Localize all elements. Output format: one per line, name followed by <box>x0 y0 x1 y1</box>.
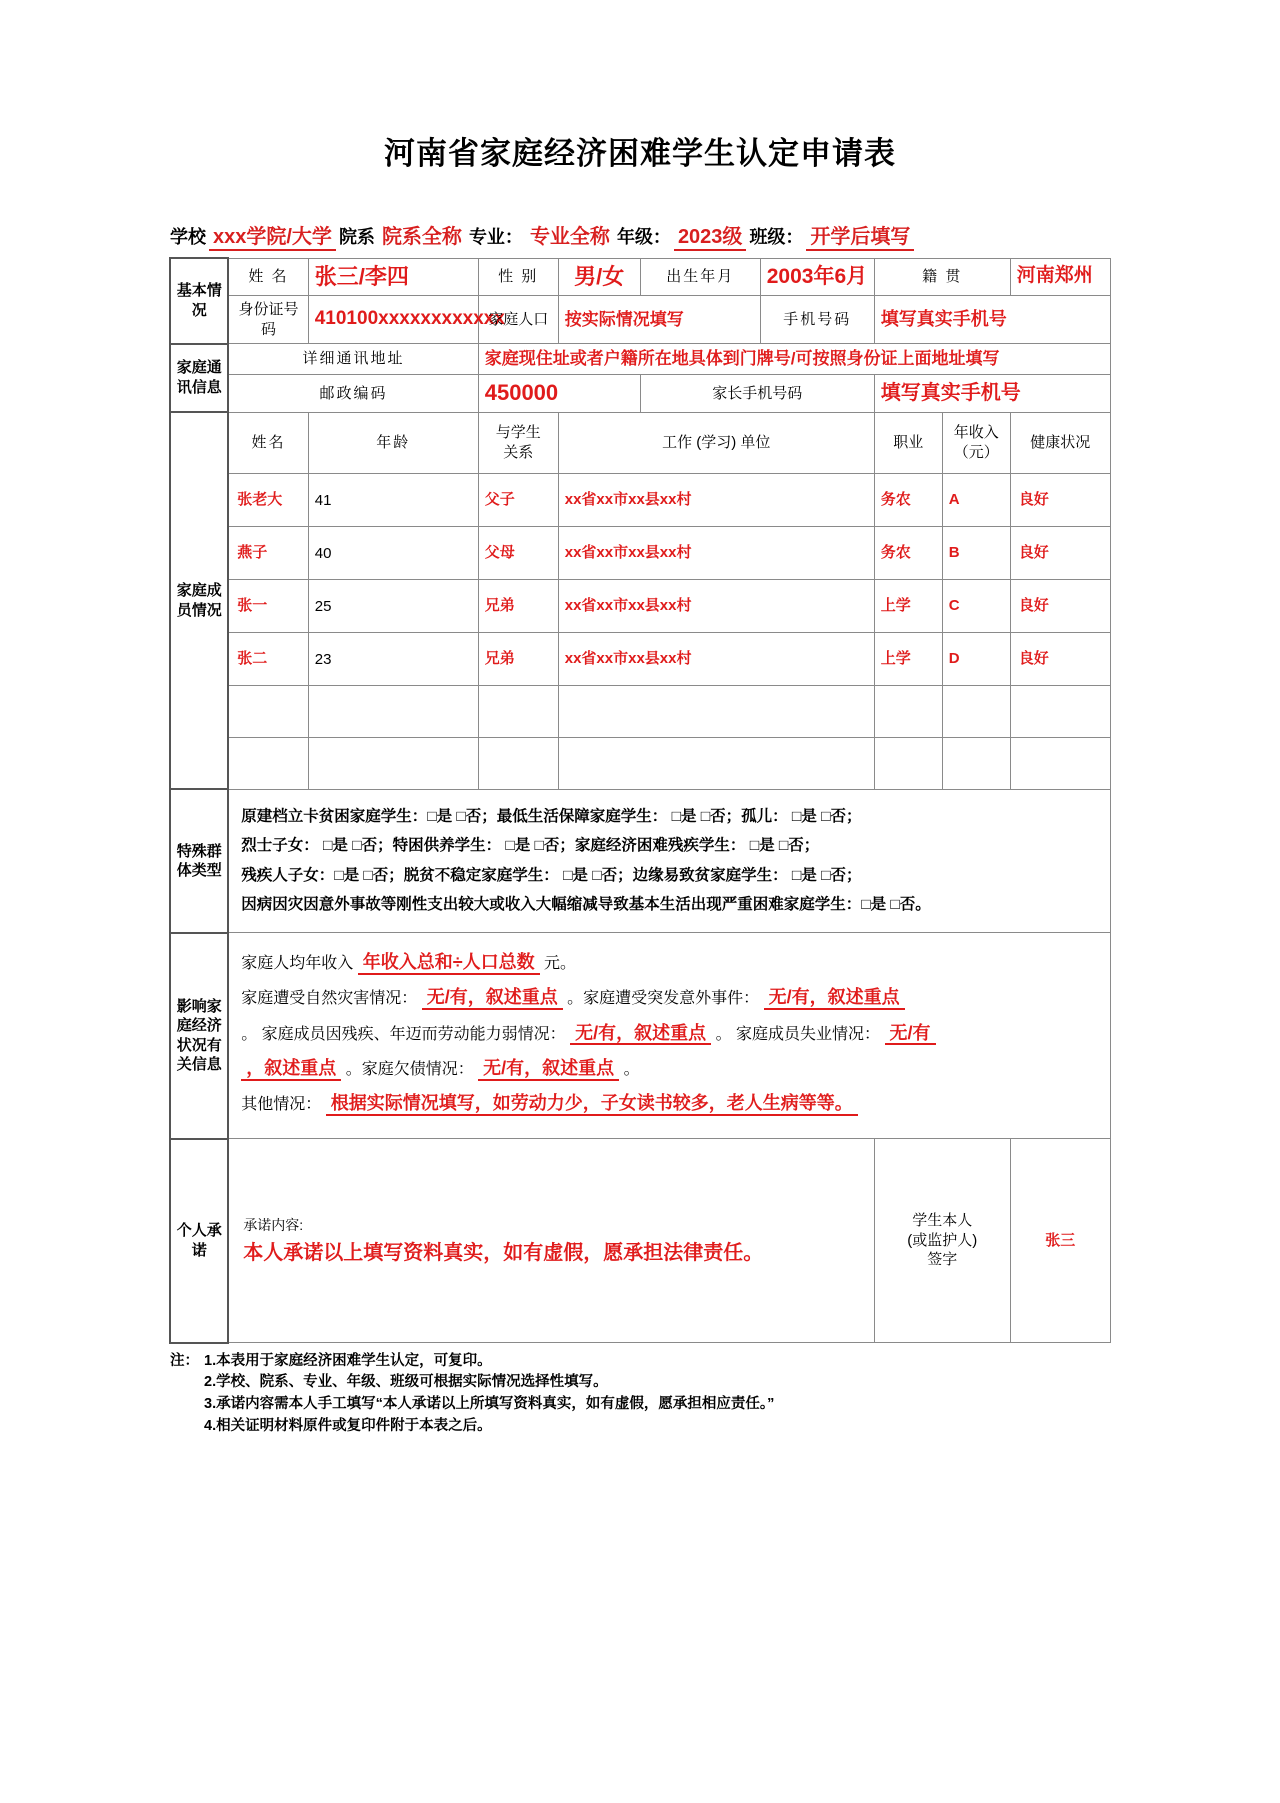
family-col-income-l2: （元） <box>953 443 999 461</box>
avg-income-unit: 元。 <box>544 955 577 973</box>
influence-line-debt <box>241 1058 1100 1081</box>
signature-value[interactable]: 张三 <box>1010 1139 1110 1343</box>
member-unit-empty[interactable] <box>558 737 874 789</box>
influence-line-other <box>241 1093 1100 1116</box>
member-unit[interactable]: xx省xx市xx县xx村 <box>558 632 874 685</box>
member-health[interactable]: 良好 <box>1010 473 1110 526</box>
table-row-empty <box>170 737 1110 789</box>
basic-row-2 <box>170 296 1110 344</box>
member-health[interactable]: 良好 <box>1010 526 1110 579</box>
member-name[interactable]: 燕子 <box>228 526 308 579</box>
dept-label: 院系 <box>338 227 375 247</box>
member-unit[interactable]: xx省xx市xx县xx村 <box>558 526 874 579</box>
influence-section-label: 影响家庭经济状况有关信息 <box>170 933 228 1139</box>
promise-content-cell <box>228 1139 874 1343</box>
member-health[interactable]: 良好 <box>1010 579 1110 632</box>
special-section-label: 特殊群体类型 <box>170 789 228 933</box>
table-row <box>170 473 1110 526</box>
name-value[interactable]: 张三/李四 <box>308 258 478 296</box>
disability-label: 。 家庭成员因残疾、年迈而劳动能力弱情况： <box>241 1025 566 1043</box>
member-job-empty[interactable] <box>874 685 942 737</box>
phone-label: 手机号码 <box>760 296 874 344</box>
contact-row-postcode <box>170 375 1110 413</box>
notes-lead: 注： <box>170 1352 199 1369</box>
household-value[interactable]: 按实际情况填写 <box>558 296 760 344</box>
basic-row-1 <box>170 258 1110 296</box>
disability-value[interactable]: 无/有，叙述重点 <box>570 1023 711 1046</box>
special-group-content <box>228 789 1110 933</box>
member-name-empty[interactable] <box>228 685 308 737</box>
member-unit[interactable]: xx省xx市xx县xx村 <box>558 579 874 632</box>
other-label: 其他情况： <box>241 1096 322 1114</box>
table-row-empty <box>170 685 1110 737</box>
member-job[interactable]: 务农 <box>874 473 942 526</box>
member-income[interactable]: A <box>942 473 1010 526</box>
member-relation[interactable]: 父子 <box>478 473 558 526</box>
page-title: 河南省家庭经济困难学生认定申请表 <box>384 136 896 171</box>
special-line-1[interactable]: 原建档立卡贫困家庭学生：□是 □否；最低生活保障家庭学生： □是 □否；孤儿： □是 □否； <box>241 807 862 825</box>
special-line-3[interactable]: 残疾人子女：□是 □否；脱贫不稳定家庭学生： □是 □否；边缘易致贫家庭学生： □是 □否； <box>241 866 862 884</box>
debt-value[interactable]: 无/有，叙述重点 <box>478 1058 619 1081</box>
unemployment-value[interactable]: 无/有 <box>885 1023 936 1046</box>
family-col-health: 健康状况 <box>1010 412 1110 473</box>
family-col-income <box>942 412 1010 473</box>
application-form-table <box>169 257 1111 1344</box>
member-name[interactable]: 张老大 <box>228 473 308 526</box>
promise-content-label: 承诺内容: <box>243 1217 304 1234</box>
member-job[interactable]: 上学 <box>874 632 942 685</box>
postcode-label: 邮政编码 <box>228 375 478 413</box>
influence-line-disability <box>241 1023 1100 1046</box>
member-relation[interactable]: 父母 <box>478 526 558 579</box>
name-label: 姓 名 <box>228 258 308 296</box>
phone-value[interactable]: 填写真实手机号 <box>874 296 1110 344</box>
unemployment-label: 。 家庭成员失业情况： <box>715 1025 881 1043</box>
family-col-unit: 工作 (学习) 单位 <box>558 412 874 473</box>
table-row <box>170 632 1110 685</box>
member-age[interactable]: 23 <box>308 632 478 685</box>
accident-label: 。家庭遭受突发意外事件： <box>567 990 760 1008</box>
birth-label: 出生年月 <box>640 258 760 296</box>
member-income[interactable]: C <box>942 579 1010 632</box>
member-health-empty[interactable] <box>1010 737 1110 789</box>
gender-label: 性 别 <box>478 258 558 296</box>
grade-value[interactable]: 2023级 <box>674 220 747 251</box>
parent-phone-label: 家长手机号码 <box>640 375 874 413</box>
promise-content-value[interactable]: 本人承诺以上填写资料真实，如有虚假，愿承担法律责任。 <box>243 1242 764 1265</box>
member-name[interactable]: 张一 <box>228 579 308 632</box>
signature-label-cell <box>874 1139 1010 1343</box>
family-col-age: 年龄 <box>308 412 478 473</box>
parent-phone-value[interactable]: 填写真实手机号 <box>874 375 1110 413</box>
form-notes <box>170 1351 1110 1438</box>
table-row <box>170 526 1110 579</box>
member-relation[interactable]: 兄弟 <box>478 632 558 685</box>
special-line-2[interactable]: 烈士子女： □是 □否；特困供养学生： □是 □否；家庭经济困难残疾学生： □是 □否； <box>241 837 820 855</box>
address-label: 详细通讯地址 <box>228 344 478 375</box>
origin-value[interactable]: 河南郑州 <box>1010 258 1110 296</box>
promise-row <box>170 1139 1110 1343</box>
gender-value[interactable]: 男/女 <box>558 258 640 296</box>
member-income-empty[interactable] <box>942 737 1010 789</box>
promise-section-label: 个人承诺 <box>170 1139 228 1343</box>
postcode-value[interactable]: 450000 <box>478 375 640 413</box>
member-health-empty[interactable] <box>1010 685 1110 737</box>
debt-label: 。家庭欠债情况： <box>345 1060 474 1078</box>
accident-value[interactable]: 无/有，叙述重点 <box>764 987 905 1010</box>
member-unit-empty[interactable] <box>558 685 874 737</box>
disaster-value[interactable]: 无/有，叙述重点 <box>422 987 563 1010</box>
family-col-relation-l2: 关系 <box>503 443 534 461</box>
member-job-empty[interactable] <box>874 737 942 789</box>
dept-value[interactable]: 院系全称 <box>381 226 462 248</box>
address-value[interactable]: 家庭现住址或者户籍所在地具体到门牌号/可按照身份证上面地址填写 <box>478 344 1110 375</box>
basic-section-label: 基本情况 <box>170 258 228 344</box>
unemployment-detail[interactable]: ，叙述重点 <box>241 1058 341 1081</box>
note-item-2: 2.学校、院系、专业、年级、班级可根据实际情况选择性填写。 <box>204 1374 608 1391</box>
family-section-label: 家庭成员情况 <box>170 412 228 789</box>
member-age[interactable]: 40 <box>308 526 478 579</box>
member-relation-empty[interactable] <box>478 685 558 737</box>
contact-row-address <box>170 344 1110 375</box>
signature-label-l3: 签字 <box>927 1251 958 1269</box>
member-age[interactable]: 41 <box>308 473 478 526</box>
family-header-row <box>170 412 1110 473</box>
signature-label-l1: 学生本人 <box>912 1212 973 1230</box>
note-item-1: 1.本表用于家庭经济困难学生认定，可复印。 <box>204 1352 492 1369</box>
header-info-line <box>170 173 1110 251</box>
family-col-income-l1: 年收入 <box>953 424 999 442</box>
avg-income-value[interactable]: 年收入总和÷人口总数 <box>358 952 540 975</box>
family-col-job: 职业 <box>874 412 942 473</box>
member-income-empty[interactable] <box>942 685 1010 737</box>
influence-row <box>170 933 1110 1139</box>
debt-period: 。 <box>623 1060 640 1078</box>
signature-label-l2: (或监护人) <box>907 1231 978 1249</box>
member-income[interactable]: B <box>942 526 1010 579</box>
member-relation[interactable]: 兄弟 <box>478 579 558 632</box>
table-row <box>170 579 1110 632</box>
member-job[interactable]: 务农 <box>874 526 942 579</box>
member-age-empty[interactable] <box>308 685 478 737</box>
class-value[interactable]: 开学后填写 <box>806 220 914 251</box>
member-job[interactable]: 上学 <box>874 579 942 632</box>
member-age[interactable]: 25 <box>308 579 478 632</box>
id-value[interactable]: 410100xxxxxxxxxxxx <box>308 296 478 344</box>
school-label: 学校 <box>170 227 206 247</box>
household-label: 家庭人口 <box>478 296 558 344</box>
contact-section-label: 家庭通讯信息 <box>170 344 228 413</box>
class-label: 班级： <box>749 227 804 247</box>
major-value[interactable]: 专业全称 <box>529 226 610 248</box>
other-value[interactable]: 根据实际情况填写，如劳动力少，子女读书较多，老人生病等等。 <box>326 1093 858 1116</box>
special-line-4[interactable]: 因病因灾因意外事故等刚性支出较大或收入大幅缩减导致基本生活出现严重困难家庭学生：□是 □否。 <box>241 895 931 913</box>
note-row-1 <box>170 1351 1110 1373</box>
member-unit[interactable]: xx省xx市xx县xx村 <box>558 473 874 526</box>
influence-content <box>228 933 1110 1139</box>
special-group-row <box>170 789 1110 933</box>
member-name[interactable]: 张二 <box>228 632 308 685</box>
influence-line-disaster <box>241 987 1100 1010</box>
family-col-relation-l1: 与学生 <box>495 424 541 442</box>
school-value[interactable]: xxx学院/大学 <box>209 220 336 251</box>
influence-line-income <box>241 952 1100 975</box>
note-item-3: 3.承诺内容需本人手工填写“本人承诺以上所填写资料真实，如有虚假，愿承担相应责任。” <box>204 1396 775 1413</box>
member-health[interactable]: 良好 <box>1010 632 1110 685</box>
avg-income-label: 家庭人均年收入 <box>241 955 354 973</box>
disaster-label: 家庭遭受自然灾害情况： <box>241 990 418 1008</box>
id-label: 身份证号 码 <box>228 296 308 344</box>
member-income[interactable]: D <box>942 632 1010 685</box>
member-relation-empty[interactable] <box>478 737 558 789</box>
birth-value[interactable]: 2003年6月 <box>760 258 874 296</box>
origin-label: 籍 贯 <box>874 258 1010 296</box>
member-age-empty[interactable] <box>308 737 478 789</box>
family-col-relation <box>478 412 558 473</box>
grade-label: 年级： <box>616 227 671 247</box>
note-item-4: 4.相关证明材料原件或复印件附于本表之后。 <box>204 1417 492 1434</box>
family-col-name: 姓名 <box>228 412 308 473</box>
major-label: 专业： <box>468 227 523 247</box>
member-name-empty[interactable] <box>228 737 308 789</box>
